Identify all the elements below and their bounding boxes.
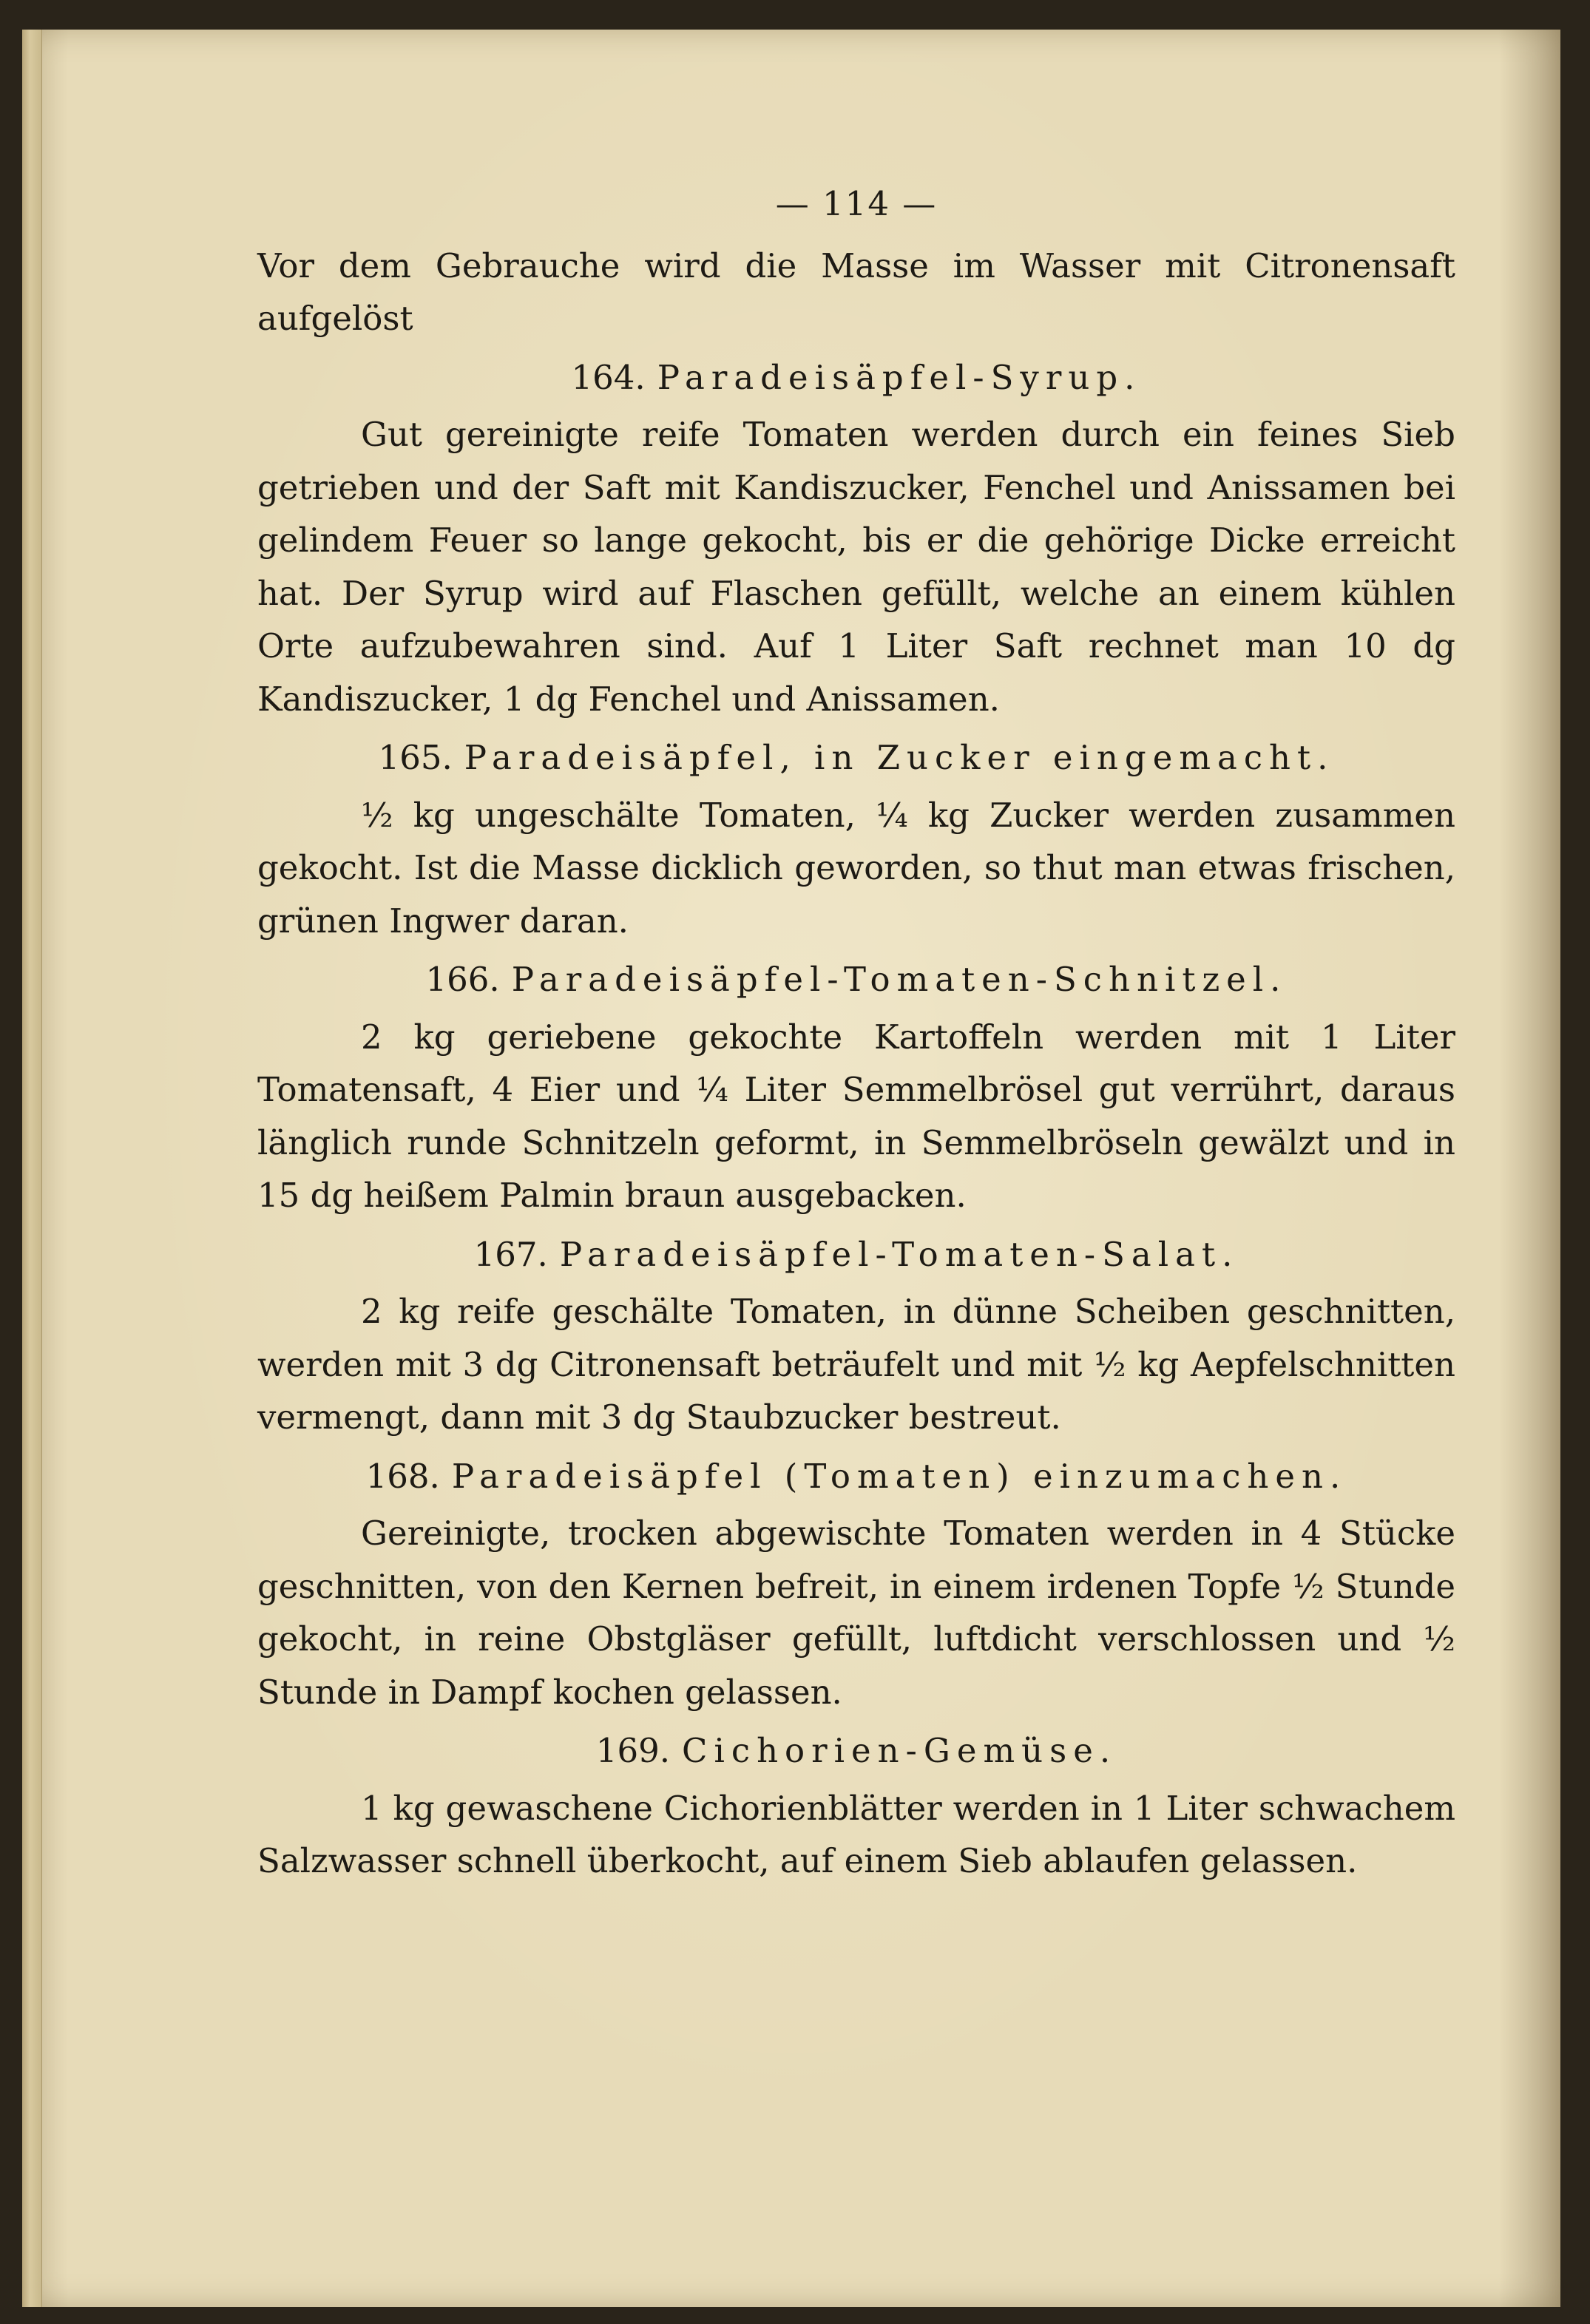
recipe-body-168: Gereinigte, trocken abgewischte Tomaten werden in 4 Stücke geschnitten, von den Kernen befreit, in einem irdenen Topfe ½ Stunde gekocht, in reine Obstgläser gefüllt, luftdicht verschlossen und ½ Stunde in Dampf kochen gelassen. xyxy=(257,1514,1455,1712)
recipe-body-167: 2 kg reife geschälte Tomaten, in dünne Scheiben geschnitten, werden mit 3 dg Citronensaft beträufelt und mit ½ kg Aepfelschnitten vermengt, dann mit 3 dg Staubzucker bestreut. xyxy=(257,1292,1455,1437)
recipe-title: Cichorien-Gemüse. xyxy=(682,1731,1117,1770)
book-page xyxy=(22,30,1560,2307)
recipe-number: 166. xyxy=(425,960,500,999)
page-gutter xyxy=(22,30,42,2307)
recipe-heading-169 xyxy=(257,1724,1455,1778)
recipe-body-169: 1 kg gewaschene Cichorienblätter werden in 1 Liter schwachem Salzwasser schnell überkocht, auf einem Sieb ablaufen gelassen. xyxy=(257,1788,1455,1880)
recipe-number: 167. xyxy=(473,1234,548,1274)
recipe-heading-168 xyxy=(257,1450,1455,1503)
recipe-heading-166 xyxy=(257,953,1455,1006)
recipe-heading-167 xyxy=(257,1228,1455,1281)
recipe-title: Paradeisäpfel (Tomaten) einzumachen. xyxy=(451,1456,1347,1496)
recipe-body-164: Gut gereinigte reife Tomaten werden durch ein feines Sieb getrieben und der Saft mit Kandiszucker, Fenchel und Anissamen bei gelindem Feuer so lange gekocht, bis er die gehörige Dicke erreicht hat. Der Syrup wird auf Flaschen gefüllt, welche an einem kühlen Orte aufzubewahren sind. Auf 1 Liter Saft rechnet man 10 dg Kandiszucker, 1 dg Fenchel und Anissamen. xyxy=(257,415,1455,719)
page-text xyxy=(257,177,1455,1888)
recipe-number: 164. xyxy=(571,357,646,397)
recipe-number: 169. xyxy=(595,1731,671,1770)
page-number: — 114 — xyxy=(775,184,938,223)
recipe-title: Paradeisäpfel-Tomaten-Salat. xyxy=(559,1234,1239,1274)
recipe-title: Paradeisäpfel-Syrup. xyxy=(657,357,1142,397)
recipe-heading-165 xyxy=(257,731,1455,785)
recipe-title: Paradeisäpfel, in Zucker eingemacht. xyxy=(464,738,1335,777)
recipe-number: 165. xyxy=(378,738,453,777)
recipe-body-165: ½ kg ungeschälte Tomaten, ¼ kg Zucker werden zusammen gekocht. Ist die Masse dicklich geworden, so thut man etwas frischen, grünen Ingwer daran. xyxy=(257,795,1455,941)
intro-paragraph: Vor dem Gebrauche wird die Masse im Wasser mit Citronensaft aufgelöst xyxy=(257,245,1455,338)
recipe-number: 168. xyxy=(365,1456,440,1496)
recipe-title: Paradeisäpfel-Tomaten-Schnitzel. xyxy=(511,960,1288,999)
recipe-body-166: 2 kg geriebene gekochte Kartoffeln werden mit 1 Liter Tomatensaft, 4 Eier und ¼ Liter Semmelbrösel gut verrührt, daraus länglich runde Schnitzeln geformt, in Semmelbröseln gewälzt und in 15 dg heißem Palmin braun ausgebacken. xyxy=(257,1017,1455,1215)
recipe-heading-164 xyxy=(257,351,1455,404)
